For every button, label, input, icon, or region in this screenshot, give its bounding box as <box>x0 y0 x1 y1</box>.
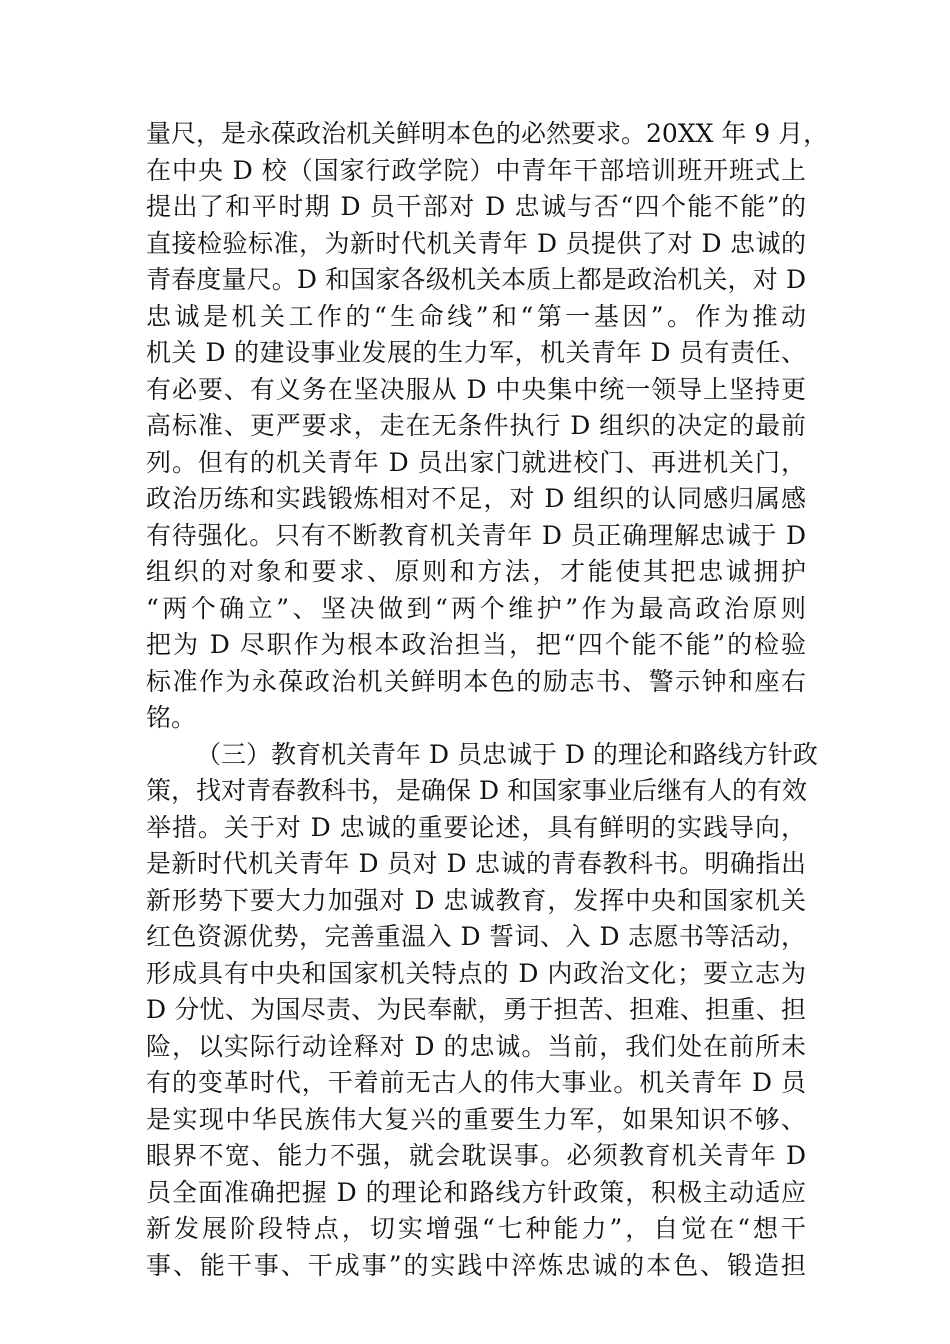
text-line: 是新时代机关青年 D 员对 D 忠诚的青春教科书。明确指出 <box>146 849 806 878</box>
text-line: 策，找对青春教科书，是确保 D 和国家事业后继有人的有效 <box>146 776 807 805</box>
text-line: 举措。关于对 D 忠诚的重要论述，具有鲜明的实践导向， <box>146 812 806 842</box>
text-line: 把为 D 尽职作为根本政治担当，把“四个能不能”的检验 <box>146 630 806 659</box>
text-line: 有待强化。只有不断教育机关青年 D 员正确理解忠诚于 D <box>146 520 806 550</box>
text-line: 列。但有的机关青年 D 员出家门就进校门、再进机关门， <box>146 447 806 477</box>
text-line: 提出了和平时期 D 员干部对 D 忠诚与否“四个能不能”的 <box>146 192 806 221</box>
text-line: 在中央 D 校（国家行政学院）中青年干部培训班开班式上 <box>146 155 806 185</box>
text-line: 铭。 <box>146 703 197 732</box>
text-line: 高标准、更严要求，走在无条件执行 D 组织的决定的最前 <box>146 411 806 440</box>
text-line: 组织的对象和要求、原则和方法，才能使其把忠诚拥护 <box>146 557 806 586</box>
text-line: 政治历练和实践锻炼相对不足，对 D 组织的认同感归属感 <box>146 484 806 513</box>
text-line: 标准作为永葆政治机关鲜明本色的励志书、警示钟和座右 <box>146 666 806 696</box>
text-line: 眼界不宽、能力不强，就会耽误事。必须教育机关青年 D <box>146 1141 806 1170</box>
text-line: 青春度量尺。D 和国家各级机关本质上都是政治机关，对 D <box>146 265 806 294</box>
paragraph <box>146 737 818 1285</box>
text-line: 事、能干事、干成事”的实践中淬炼忠诚的本色、锻造担 <box>146 1250 806 1280</box>
text-line: 形成具有中央和国家机关特点的 D 内政治文化；要立志为 <box>146 958 806 988</box>
text-line: 员全面准确把握 D 的理论和路线方针政策，积极主动适应 <box>146 1177 806 1207</box>
text-line: 量尺，是永葆政治机关鲜明本色的必然要求。20XX 年 9 月， <box>146 119 829 148</box>
text-line: 新发展阶段特点，切实增强“七种能力”，自觉在“想干 <box>146 1214 806 1243</box>
text-line: 有的变革时代，干着前无古人的伟大事业。机关青年 D 员 <box>146 1068 806 1097</box>
text-line: 险，以实际行动诠释对 D 的忠诚。当前，我们处在前所未 <box>146 1031 806 1061</box>
text-line: 有必要、有义务在坚决服从 D 中央集中统一领导上坚持更 <box>146 374 806 404</box>
paragraph <box>146 116 829 737</box>
text-line: 忠诚是机关工作的“生命线”和“第一基因”。作为推动 <box>146 301 806 331</box>
text-line: 红色资源优势，完善重温入 D 誓词、入 D 志愿书等活动， <box>146 922 806 951</box>
text-line: 直接检验标准，为新时代机关青年 D 员提供了对 D 忠诚的 <box>146 228 806 258</box>
text-line: （三）教育机关青年 D 员忠诚于 D 的理论和路线方针政 <box>196 739 818 769</box>
text-line: 机关 D 的建设事业发展的生力军，机关青年 D 员有责任、 <box>146 338 806 367</box>
text-line: 是实现中华民族伟大复兴的重要生力军，如果知识不够、 <box>146 1104 806 1134</box>
text-line: D 分忧、为国尽责、为民奉献，勇于担苦、担难、担重、担 <box>146 995 806 1024</box>
text-line: 新形势下要大力加强对 D 忠诚教育，发挥中央和国家机关 <box>146 885 806 915</box>
text-line: “两个确立”、坚决做到“两个维护”作为最高政治原则 <box>146 593 806 623</box>
body-text <box>146 116 829 1284</box>
